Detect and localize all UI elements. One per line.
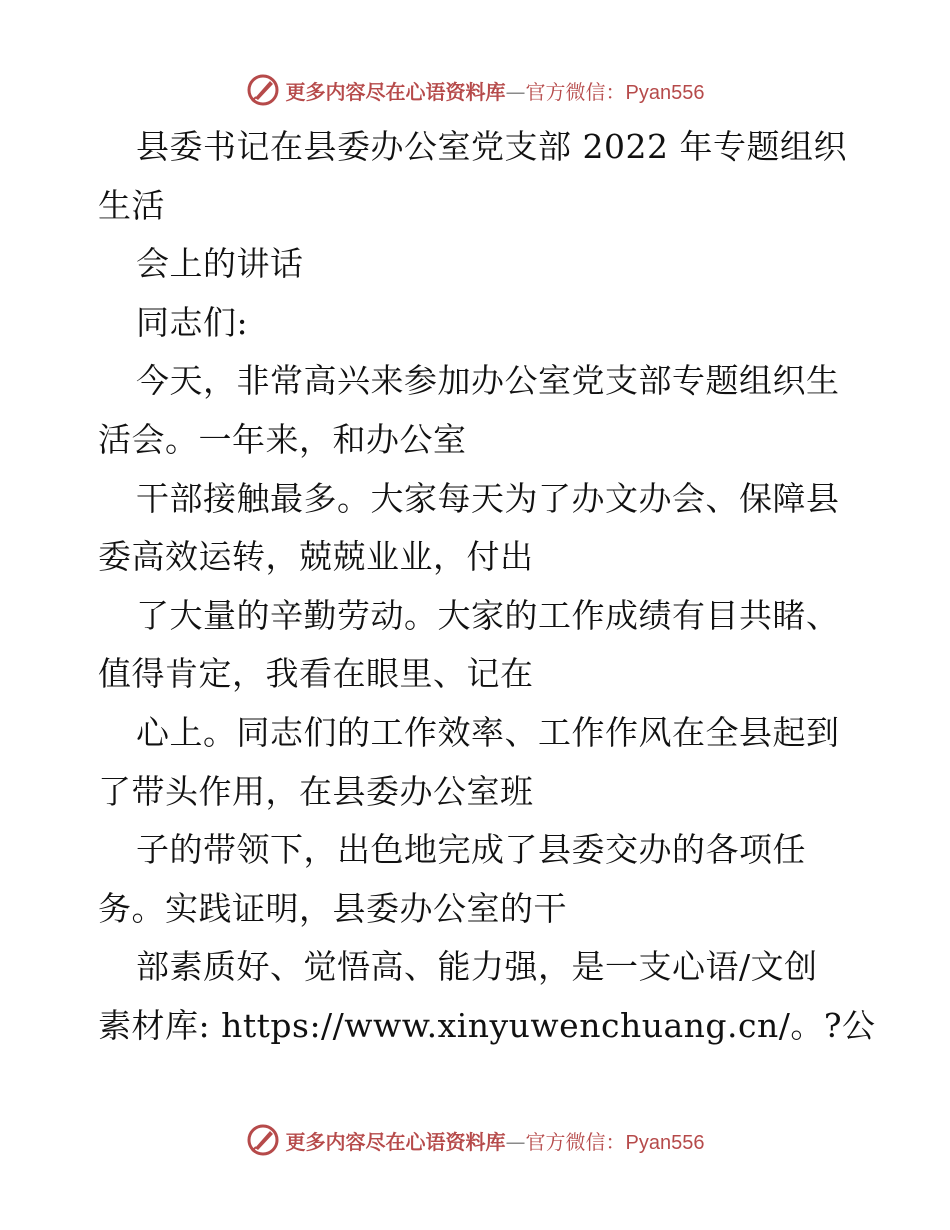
watermark-wechat-id: Pyan556 — [625, 1131, 705, 1154]
watermark-official: 官方微信： — [525, 79, 626, 104]
paragraph-line: 活会。一年来，和办公室 — [98, 419, 467, 459]
watermark-brand: 更多内容尽在心语资料库 — [285, 1129, 506, 1154]
footer-watermark — [0, 1120, 950, 1160]
paragraph-line-url: 素材库: https://www.xinyuwenchuang.cn/。?公 — [98, 1005, 876, 1045]
paragraph-line: 心上。同志们的工作效率、工作作风在全县起到 — [136, 712, 840, 752]
watermark-text — [286, 76, 705, 105]
watermark-brand: 更多内容尽在心语资料库 — [285, 79, 506, 104]
paragraph-line: 务。实践证明，县委办公室的干 — [98, 888, 567, 928]
paragraph-line: 值得肯定，我看在眼里、记在 — [98, 654, 534, 694]
title-line-3: 会上的讲话 — [136, 244, 304, 284]
title-line-2: 生活 — [98, 185, 165, 225]
paragraph-line: 子的带领下，出色地完成了县委交办的各项任 — [136, 830, 806, 870]
paragraph-line: 今天，非常高兴来参加办公室党支部专题组织生 — [136, 361, 840, 401]
paragraph-line: 委高效运转，兢兢业业，付出 — [98, 537, 534, 577]
watermark-separator: — — [505, 79, 526, 104]
watermark-wechat-id: Pyan556 — [625, 81, 705, 104]
salutation: 同志们: — [136, 302, 249, 342]
document-body — [98, 118, 876, 1056]
watermark-official: 官方微信： — [525, 1129, 626, 1154]
header-watermark — [0, 70, 950, 110]
quill-logo-icon — [246, 1123, 280, 1157]
quill-logo-icon — [246, 73, 280, 107]
title-line-1: 县委书记在县委办公室党支部 2022 年专题组织 — [136, 127, 847, 166]
watermark-separator: — — [505, 1129, 526, 1154]
paragraph-line: 了带头作用，在县委办公室班 — [98, 771, 534, 811]
paragraph-line: 了大量的辛勤劳动。大家的工作成绩有目共睹、 — [136, 595, 840, 635]
watermark-text — [286, 1126, 705, 1155]
paragraph-line: 干部接触最多。大家每天为了办文办会、保障县 — [136, 478, 840, 518]
paragraph-line: 部素质好、觉悟高、能力强，是一支心语/文创 — [136, 947, 818, 987]
